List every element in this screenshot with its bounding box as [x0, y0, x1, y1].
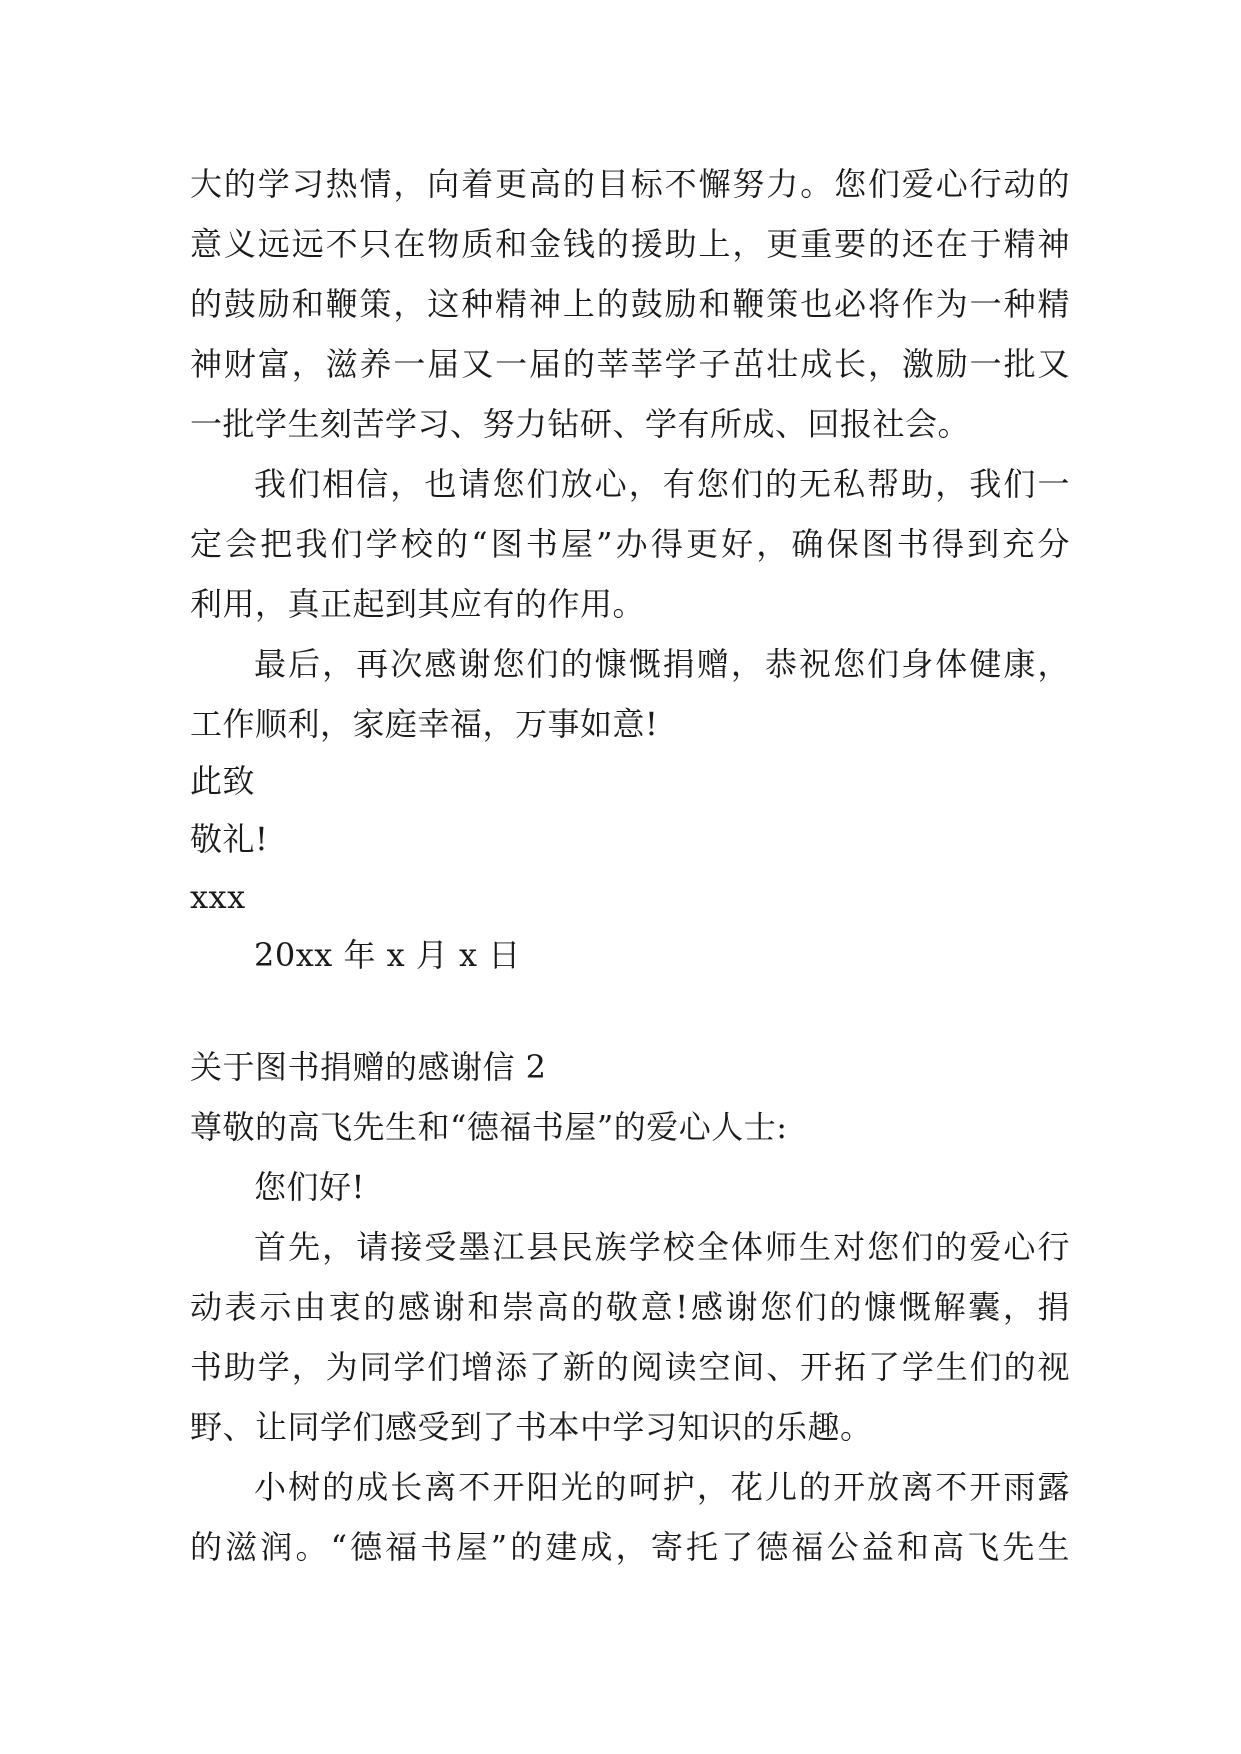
signer: xxx	[190, 878, 246, 916]
text-line: 最后，再次感谢您们的慷慨捐赠，恭祝您们身体健康，	[254, 645, 1070, 683]
text-line: 我们相信，也请您们放心，有您们的无私帮助，我们一	[254, 465, 1070, 503]
date: 20xx 年 x 月 x 日	[254, 936, 521, 974]
text-line: 的鼓励和鞭策，这种精神上的鼓励和鞭策也必将作为一种精	[190, 285, 1070, 323]
text-line: 书助学，为同学们增添了新的阅读空间、开拓了学生们的视	[190, 1348, 1070, 1386]
closing-line: 此致	[190, 762, 256, 800]
text-line: 首先，请接受墨江县民族学校全体师生对您们的爱心行	[254, 1228, 1070, 1266]
salutation: 尊敬的高飞先生和“德福书屋”的爱心人士:	[190, 1108, 788, 1146]
text-line: 意义远远不只在物质和金钱的援助上，更重要的还在于精神	[190, 225, 1070, 263]
letter-title: 关于图书捐赠的感谢信 2	[190, 1048, 547, 1086]
text-line: 的滋润。“德福书屋”的建成，寄托了德福公益和高飞先生	[190, 1528, 1070, 1566]
text-line: 定会把我们学校的“图书屋”办得更好，确保图书得到充分	[190, 525, 1070, 563]
text-line: 野、让同学们感受到了书本中学习知识的乐趣。	[190, 1408, 873, 1446]
greeting: 您们好!	[254, 1168, 365, 1206]
text-line: 小树的成长离不开阳光的呵护，花儿的开放离不开雨露	[254, 1468, 1070, 1506]
text-line: 大的学习热情，向着更高的目标不懈努力。您们爱心行动的	[190, 165, 1070, 203]
text-line: 动表示由衷的感谢和崇高的敬意!感谢您们的慷慨解囊，捐	[190, 1288, 1070, 1326]
text-line: 利用，真正起到其应有的作用。	[190, 585, 646, 623]
text-line: 工作顺利，家庭幸福，万事如意!	[190, 705, 659, 743]
text-line: 一批学生刻苦学习、努力钻研、学有所成、回报社会。	[190, 405, 971, 443]
closing-line: 敬礼!	[190, 820, 269, 858]
text-line: 神财富，滋养一届又一届的莘莘学子茁壮成长，激励一批又	[190, 345, 1070, 383]
